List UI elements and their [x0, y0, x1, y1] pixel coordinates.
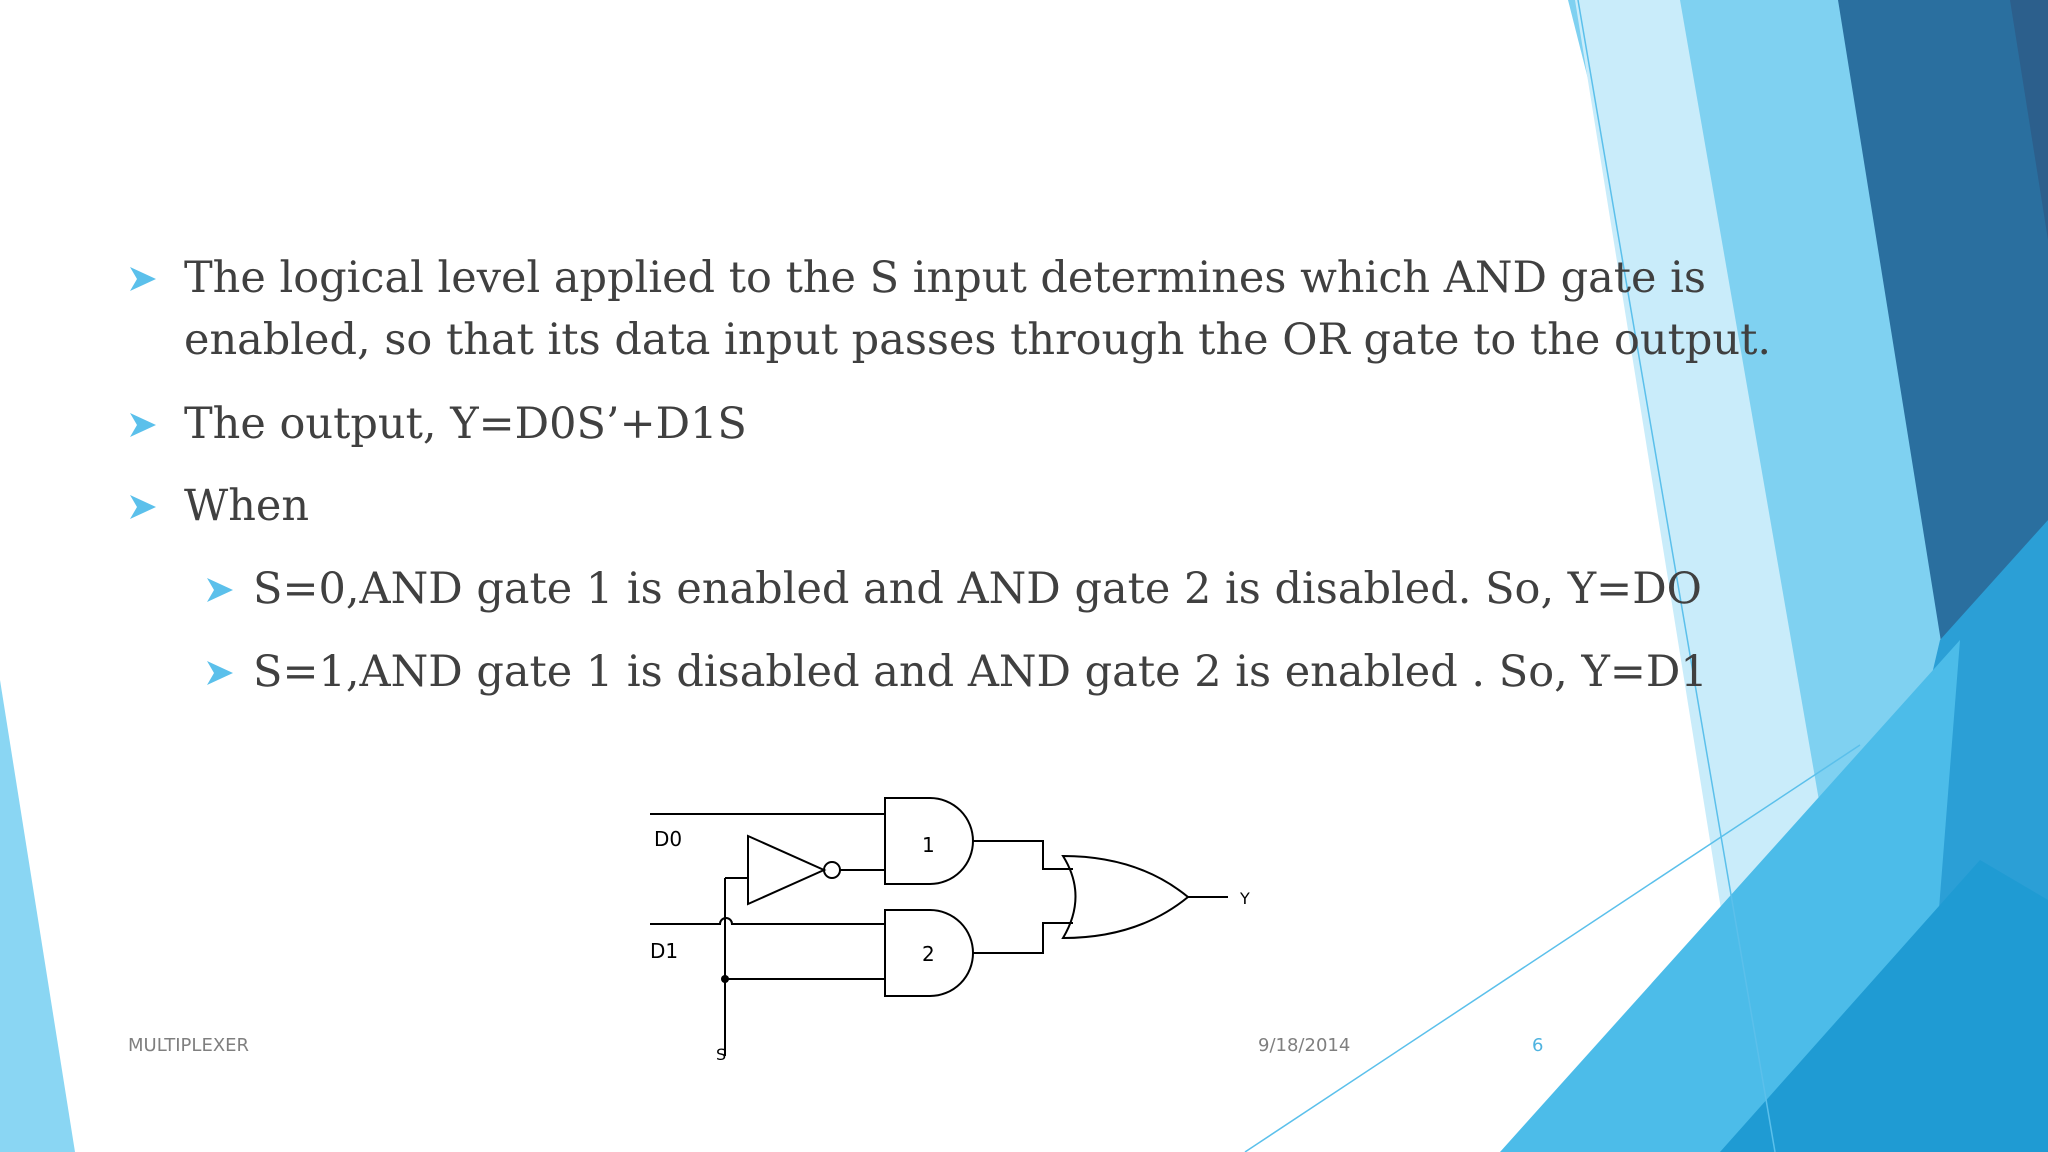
- page-number: 6: [1532, 1035, 1544, 1056]
- d0-label: D0: [654, 827, 683, 851]
- junction-dot: [721, 975, 729, 983]
- bullet-item: [128, 475, 309, 537]
- footer-title: MULTIPLEXER: [128, 1035, 250, 1056]
- arrow-bullet-icon: [205, 658, 235, 688]
- arrow-bullet-icon: [128, 492, 158, 522]
- bullet-text: When: [184, 481, 310, 531]
- d1-label: D1: [650, 939, 679, 963]
- sub-bullet-item: [205, 641, 1708, 703]
- sub-bullet-item: [205, 558, 1702, 620]
- or-gate: [1063, 856, 1188, 938]
- s-label: S: [716, 1045, 727, 1064]
- bullet-item: [128, 247, 1804, 371]
- multiplexer-circuit-diagram: [640, 786, 1280, 1066]
- inverter-gate: [748, 836, 824, 904]
- arrow-bullet-icon: [128, 410, 158, 440]
- gate1-to-or-wire: [973, 841, 1073, 869]
- sub-bullet-text: S=0,AND gate 1 is enabled and AND gate 2 is disabled. So, Y=DO: [253, 564, 1702, 614]
- bullet-text: The output, Y=D0S’+D1S: [184, 399, 747, 449]
- arrow-bullet-icon: [205, 575, 235, 605]
- bullet-text: The logical level applied to the S input determines which AND gate is enabled, so that its data input passes through the OR gate to the output.: [184, 253, 1772, 365]
- sub-bullet-text: S=1,AND gate 1 is disabled and AND gate 2 is enabled . So, Y=D1: [253, 647, 1708, 697]
- bullet-item: [128, 393, 747, 455]
- gate2-number: 2: [922, 942, 935, 966]
- footer-date: 9/18/2014: [1258, 1035, 1351, 1056]
- left-accent-shape: [0, 680, 75, 1152]
- gate1-number: 1: [922, 833, 935, 857]
- arrow-bullet-icon: [128, 264, 158, 294]
- gate2-to-or-wire: [973, 923, 1073, 953]
- d1-wire: [650, 918, 885, 924]
- y-label: Y: [1240, 889, 1250, 908]
